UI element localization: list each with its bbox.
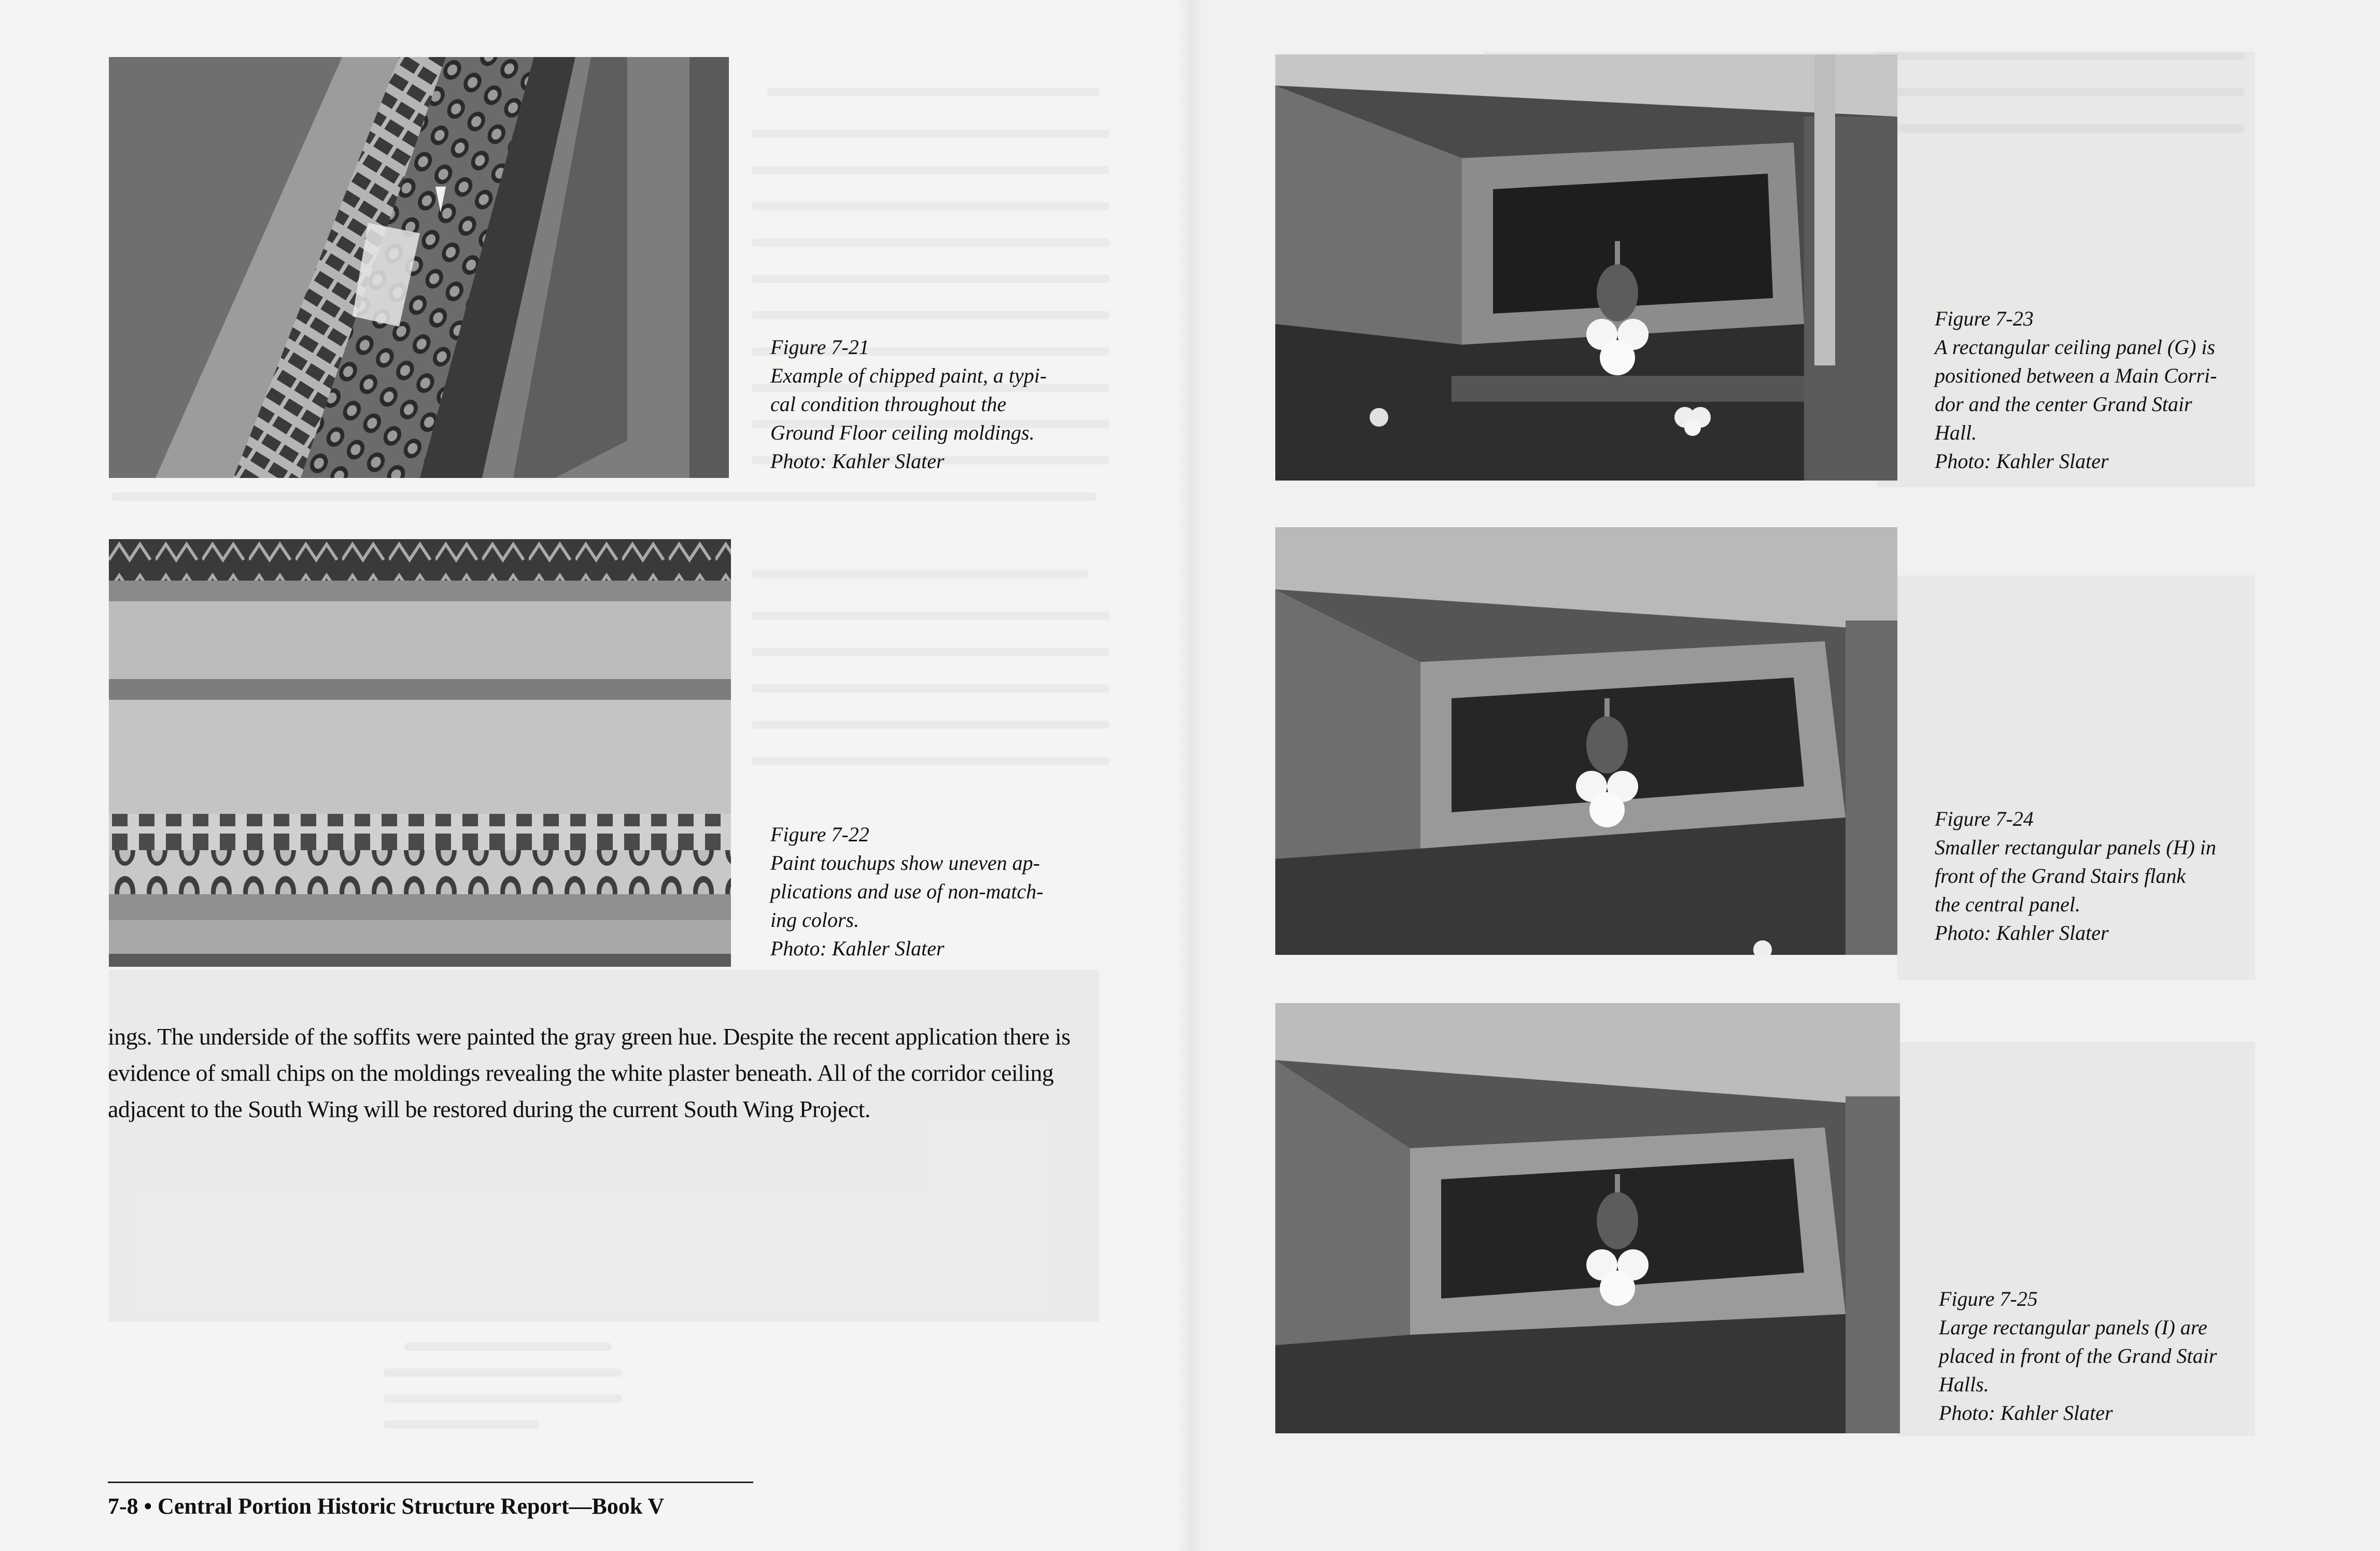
caption-line: A rectangular ceiling panel (G) is (1935, 335, 2216, 359)
footer-rule (108, 1482, 753, 1483)
caption-line: Paint touchups show uneven ap- (770, 851, 1040, 875)
figure-7-23-photo (1275, 54, 1897, 481)
caption-line: cal condition throughout the (770, 392, 1007, 416)
caption-line: Large rectangular panels (I) are (1939, 1316, 2207, 1339)
figure-7-21-caption (770, 333, 1047, 475)
body-line: evidence of small chips on the moldings revealing the white plaster beneath. All of the corridor ceiling (108, 1060, 1054, 1086)
caption-line: Smaller rectangular panels (H) in (1935, 836, 2216, 859)
caption-line: Ground Floor ceiling moldings. (770, 421, 1035, 444)
figure-7-23-caption (1935, 304, 2217, 475)
caption-line: Hall. (1935, 421, 1977, 444)
figure-7-21-photo (109, 57, 729, 478)
figure-7-22-photo (109, 539, 731, 967)
figure-7-25-photo (1275, 1003, 1900, 1433)
figure-7-24-caption (1935, 805, 2216, 947)
figure-7-25-caption (1939, 1285, 2217, 1427)
caption-line: Halls. (1939, 1373, 1989, 1396)
figure-number: Figure 7-25 (1939, 1287, 2038, 1310)
caption-line: Photo: Kahler Slater (1935, 449, 2109, 473)
figure-number: Figure 7-22 (770, 823, 869, 846)
figure-number: Figure 7-24 (1935, 807, 2034, 830)
caption-line: positioned between a Main Corri- (1935, 364, 2217, 387)
page-gutter (1177, 0, 1203, 1551)
caption-line: placed in front of the Grand Stair (1939, 1344, 2217, 1367)
caption-line: front of the Grand Stairs flank (1935, 864, 2186, 887)
body-paragraph (108, 1019, 1124, 1127)
page-footer: 7-8 • Central Portion Historic Structure Report—Book V (108, 1493, 665, 1519)
caption-line: Photo: Kahler Slater (1939, 1401, 2113, 1425)
body-line: ings. The underside of the soffits were painted the gray green hue. Despite the recent application there is (108, 1023, 1071, 1050)
caption-line: Photo: Kahler Slater (1935, 921, 2109, 944)
caption-line: ing colors. (770, 908, 860, 932)
caption-line: dor and the center Grand Stair (1935, 392, 2192, 416)
caption-line: Example of chipped paint, a typi- (770, 364, 1047, 387)
figure-7-24-photo (1275, 527, 1897, 955)
caption-line: Photo: Kahler Slater (770, 449, 945, 473)
caption-line: the central panel. (1935, 893, 2081, 916)
figure-number: Figure 7-21 (770, 335, 869, 359)
caption-line: plications and use of non-match- (770, 880, 1044, 903)
figure-7-22-caption (770, 820, 1044, 963)
figure-number: Figure 7-23 (1935, 307, 2034, 330)
body-line: adjacent to the South Wing will be restored during the current South Wing Project. (108, 1096, 870, 1122)
caption-line: Photo: Kahler Slater (770, 937, 945, 960)
